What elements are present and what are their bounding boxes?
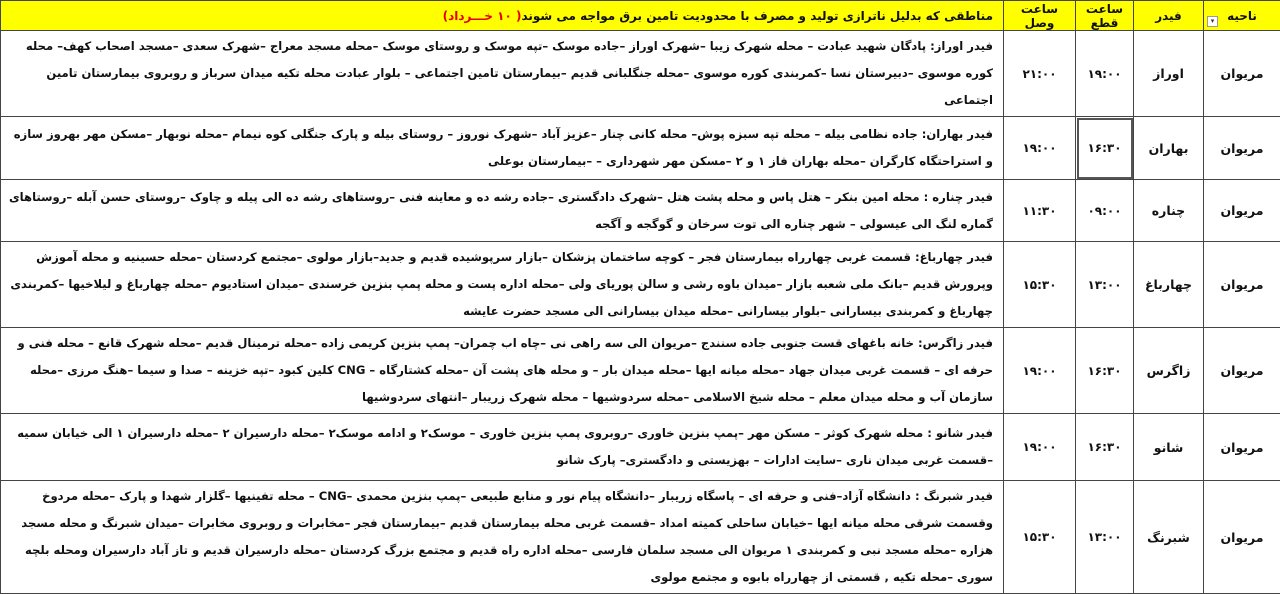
feeder-cell[interactable]: اوراز [1134,31,1204,117]
reconnect-time-cell[interactable]: ۱۹:۰۰ [1004,414,1076,481]
region-cell[interactable]: مریوان [1204,180,1280,242]
region-cell[interactable]: مریوان [1204,242,1280,328]
description-cell[interactable]: فیدر چهارباغ: قسمت غربی چهارراه بیمارستان فجر – کوچه ساختمان پزشکان –بازار سرپوشیده قدیم و جدید–بازار مولوی –مجتمع کردستان –محله حسینیه و محله آموزش وپرورش قدیم –بانک ملی شعبه بازار –میدان باوه رشی و سالن پوریای ولی –محله اداره پست و محله پمپ بنزین خرسندی –میدان استادیوم –محله چهارباغ و لیلاخیها –کمربندی چهارباغ و کمربندی بیسارانی –بلوار بیسارانی –محله میدان بیسارانی الی مسجد حضرت عایشه [1,242,1004,328]
table-title-cell[interactable] [1,1,1004,31]
feeder-cell[interactable]: چهارباغ [1134,242,1204,328]
table-row [1,328,1280,414]
feeder-cell[interactable]: زاگرس [1134,328,1204,414]
description-cell[interactable]: فیدر شبرنگ : دانشگاه آزاد–فنی و حرفه ای – پاسگاه زریبار –دانشگاه پیام نور و منابع طبیعی –پمپ بنزین محمدی –CNG – محله تفینیها –گلزار شهدا و پارک –محله مردوخ وقسمت شرقی محله میانه ایها –خیابان ساحلی کمیته امداد –قسمت غربی محله بیمارستان قدیم –بیمارستان فجر –مخابرات و روبروی مخابرات –میدان شبرنگ و محله مسجد هزاره –محله مسجد نبی و کمربندی ۱ مریوان الی مسجد سلمان فارسی –محله اداره راه قدیم و مجتمع بزرگ کردستان –محله دارسیران قدیم و تاز آباد دارسیران ومحله بلچه سوری –محله تکیه , قسمتی از چهارراه بابوه و مجتمع مولوی [1,481,1004,594]
description-cell[interactable]: فیدر زاگرس: خانه باغهای قست جنوبی جاده سنندج –مریوان الی سه راهی نی –چاه اب چمران– پمپ بنزین کریمی زاده –محله ترمینال قدیم –محله شهرک قانع – محله فنی و حرفه ای – قسمت غربی میدان جهاد –محله میانه ایها –محله میدان بار – و محله های پشت آن –محله کشتارگاه – CNG کلین کبود –تپه خزینه – صدا و سیما –هنگ مرزی –محله سازمان آب و محله میدان معلم – محله شیخ الاسلامی –محله سردوشیها – محله شهرک زریبار –انتهای سردوشیها [1,328,1004,414]
reconnect-time-cell[interactable]: ۱۵:۳۰ [1004,242,1076,328]
col-header-feeder[interactable]: فیدر [1134,1,1204,31]
reconnect-time-cell[interactable]: ۱۱:۳۰ [1004,180,1076,242]
reconnect-time-cell[interactable]: ۲۱:۰۰ [1004,31,1076,117]
col-header-reconnect[interactable]: ساعت وصل [1004,1,1076,31]
feeder-cell[interactable]: شبرنگ [1134,481,1204,594]
cut-time-cell[interactable]: ۱۶:۳۰ [1076,414,1134,481]
table-row [1,31,1280,117]
col-header-region[interactable] [1204,1,1280,31]
cut-time-cell[interactable]: ۱۳:۰۰ [1076,481,1134,594]
col-header-region-label: ناحیه [1227,9,1257,23]
region-cell[interactable]: مریوان [1204,117,1280,180]
description-cell[interactable]: فیدر اوراز: پادگان شهید عبادت – محله شهرک زیبا –شهرک اوراز –جاده موسک –تپه موسک و روستای موسک –محله مسجد معراج –شهرک سعدی –مسجد اصحاب کهف– محله کوره موسوی –دبیرستان نسا –کمربندی کوره موسوی –محله جنگلبانی قدیم –بیمارستان تامین اجتماعی – بلوار عبادت محله تکیه میدان سرباز و روبروی بیمارستان تامین اجتماعی [1,31,1004,117]
feeder-cell[interactable]: شانو [1134,414,1204,481]
region-cell[interactable]: مریوان [1204,481,1280,594]
cut-time-cell[interactable]: ۱۹:۰۰ [1076,31,1134,117]
col-header-cut[interactable]: ساعت قطع [1076,1,1134,31]
table-row [1,242,1280,328]
table-date: ( ۱۰ خـــرداد) [443,9,522,23]
table-row [1,414,1280,481]
description-cell[interactable]: فیدر شانو : محله شهرک کوثر – مسکن مهر –پمپ بنزین خاوری –روبروی پمپ بنزین خاوری – موسک۲ و ادامه موسک۲ –محله دارسیران ۲ –محله دارسیران ۱ الی خیابان سمیه –قسمت غربی میدان ناری –سایت ادارات – بهزیستی و دادگستری– پارک شانو [1,414,1004,481]
feeder-cell[interactable]: بهاران [1134,117,1204,180]
cut-time-cell[interactable]: ۱۳:۰۰ [1076,242,1134,328]
region-cell[interactable]: مریوان [1204,328,1280,414]
reconnect-time-cell[interactable]: ۱۹:۰۰ [1004,117,1076,180]
cut-time-cell-selected[interactable]: ۱۶:۳۰ [1076,117,1134,180]
header-row [1,1,1280,31]
region-cell[interactable]: مریوان [1204,414,1280,481]
table-row [1,180,1280,242]
reconnect-time-cell[interactable]: ۱۵:۳۰ [1004,481,1076,594]
feeder-cell[interactable]: چناره [1134,180,1204,242]
description-cell[interactable]: فیدر چناره : محله امین بنکر – هتل پاس و محله پشت هتل –شهرک دادگستری –جاده رشه ده و معاینه فنی –روستاهای رشه ده الی پیله و چاوک –روستای حسن آبله –روستاهای گماره لنگ الی عیسولی – شهر چناره الی توت سرخان و گوگجه و آگجه [1,180,1004,242]
cut-time-cell[interactable]: ۰۹:۰۰ [1076,180,1134,242]
table-row [1,117,1280,180]
table-title: مناطقی که بدلیل ناترازی تولید و مصرف با محدودیت تامین برق مواجه می شوند [521,9,993,23]
region-cell[interactable]: مریوان [1204,31,1280,117]
table-row [1,481,1280,594]
reconnect-time-cell[interactable]: ۱۹:۰۰ [1004,328,1076,414]
cut-time-cell[interactable]: ۱۶:۳۰ [1076,328,1134,414]
description-cell[interactable]: فیدر بهاران: جاده نظامی بیله – محله تپه سبزه پوش– محله کانی چنار –عزیز آباد –شهرک نوروز – روستای بیله و پارک جنگلی کوه نیمام –محله نوبهار –مسکن مهر بهروز سازه و استراحتگاه کارگران –محله بهاران فاز ۱ و ۲ –مسکن مهر شهرداری – –بیمارستان بوعلی [1,117,1004,180]
filter-dropdown-icon[interactable]: ▾ [1207,16,1218,27]
